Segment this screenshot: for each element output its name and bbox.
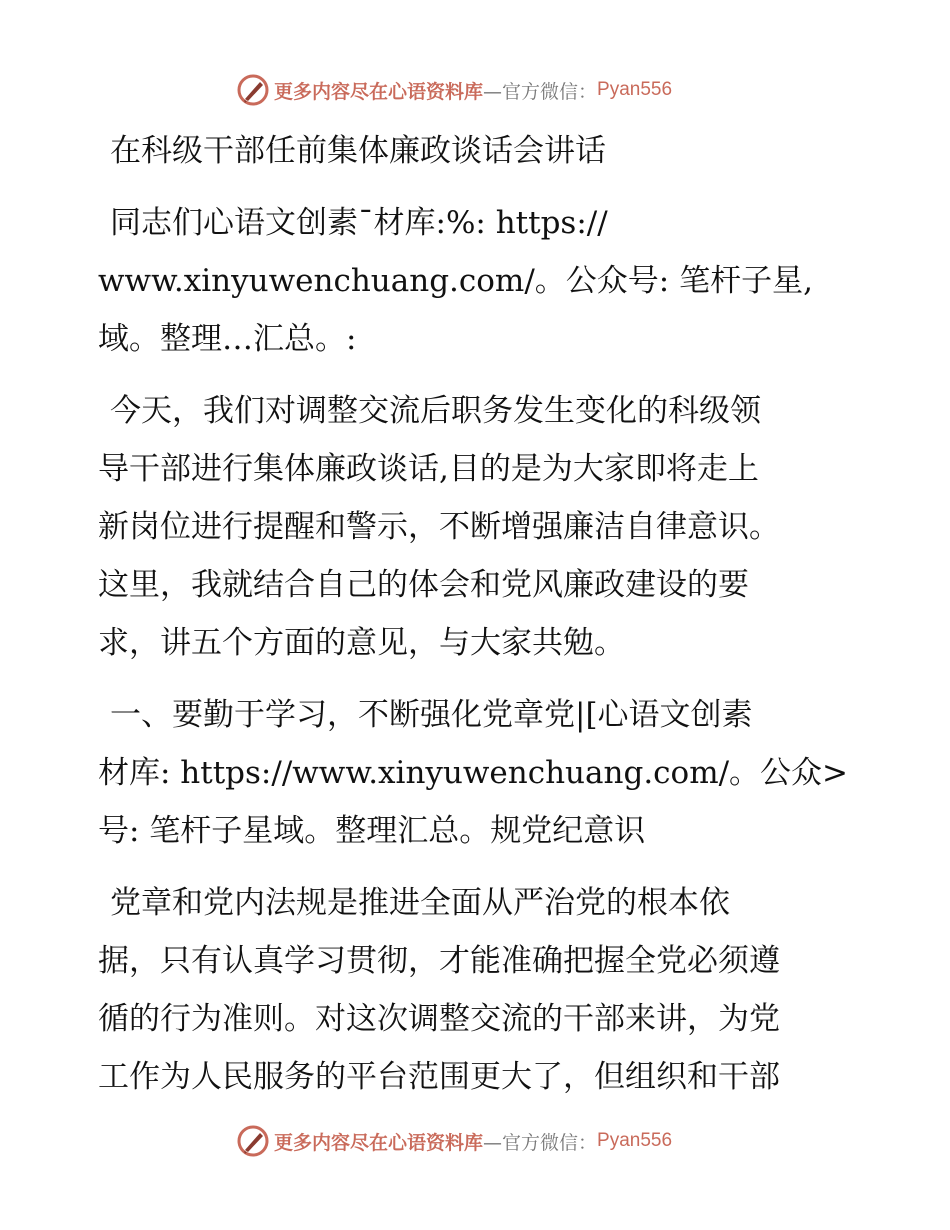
- watermark-wechat-id: Pyan556: [597, 79, 673, 100]
- section-paragraph-1: [98, 874, 858, 1106]
- greeting-paragraph: [98, 194, 858, 368]
- opening-paragraph: [98, 382, 858, 672]
- document-title: 在科级干部任前集体廉政谈话会讲话: [110, 133, 606, 169]
- text-line: 新岗位进行提醒和警示，不断增强廉洁自律意识。: [98, 509, 780, 545]
- text-line: 这里，我就结合自己的体会和党风廉政建设的要: [98, 567, 749, 603]
- header-watermark: [236, 72, 672, 108]
- text-line: 导干部进行集体廉政谈话,目的是为大家即将走上: [98, 451, 759, 487]
- text-line: 据，只有认真学习贯彻，才能准确把握全党必须遵: [98, 943, 780, 979]
- footer-watermark: [236, 1123, 672, 1159]
- brush-pen-logo-icon: [236, 1124, 270, 1158]
- section-heading-1: [98, 686, 858, 860]
- brush-pen-logo-icon: [236, 73, 270, 107]
- text-line: 域。整理…汇总。:: [98, 321, 357, 357]
- watermark-sub-text: —官方微信：: [483, 80, 598, 103]
- watermark-sub-text: —官方微信：: [483, 1131, 598, 1154]
- text-line: 同志们心语文创素¯材库:%: https://: [110, 205, 608, 241]
- text-line: www.xinyuwenchuang.com/。公众号: 笔杆子星,: [98, 263, 813, 299]
- text-line: 材库: https://www.xinyuwenchuang.com/。公众>: [98, 755, 849, 791]
- watermark-wechat-id: Pyan556: [597, 1130, 673, 1151]
- text-line: 求，讲五个方面的意见，与大家共勉。: [98, 625, 625, 661]
- text-line: 号: 笔杆子星域。整理汇总。规党纪意识: [98, 813, 646, 849]
- watermark-main-text: 更多内容尽在心语资料库: [274, 80, 484, 103]
- watermark-main-text: 更多内容尽在心语资料库: [274, 1131, 484, 1154]
- text-line: 今天，我们对调整交流后职务发生变化的科级领: [110, 393, 761, 429]
- document-body: [98, 122, 858, 1106]
- text-line: 循的行为准则。对这次调整交流的干部来讲，为党: [98, 1001, 780, 1037]
- text-line: 党章和党内法规是推进全面从严治党的根本依: [110, 885, 730, 921]
- text-line: 工作为人民服务的平台范围更大了，但组织和干部: [98, 1059, 780, 1095]
- text-line: 一、要勤于学习，不断强化党章党|[心语文创素: [110, 697, 753, 733]
